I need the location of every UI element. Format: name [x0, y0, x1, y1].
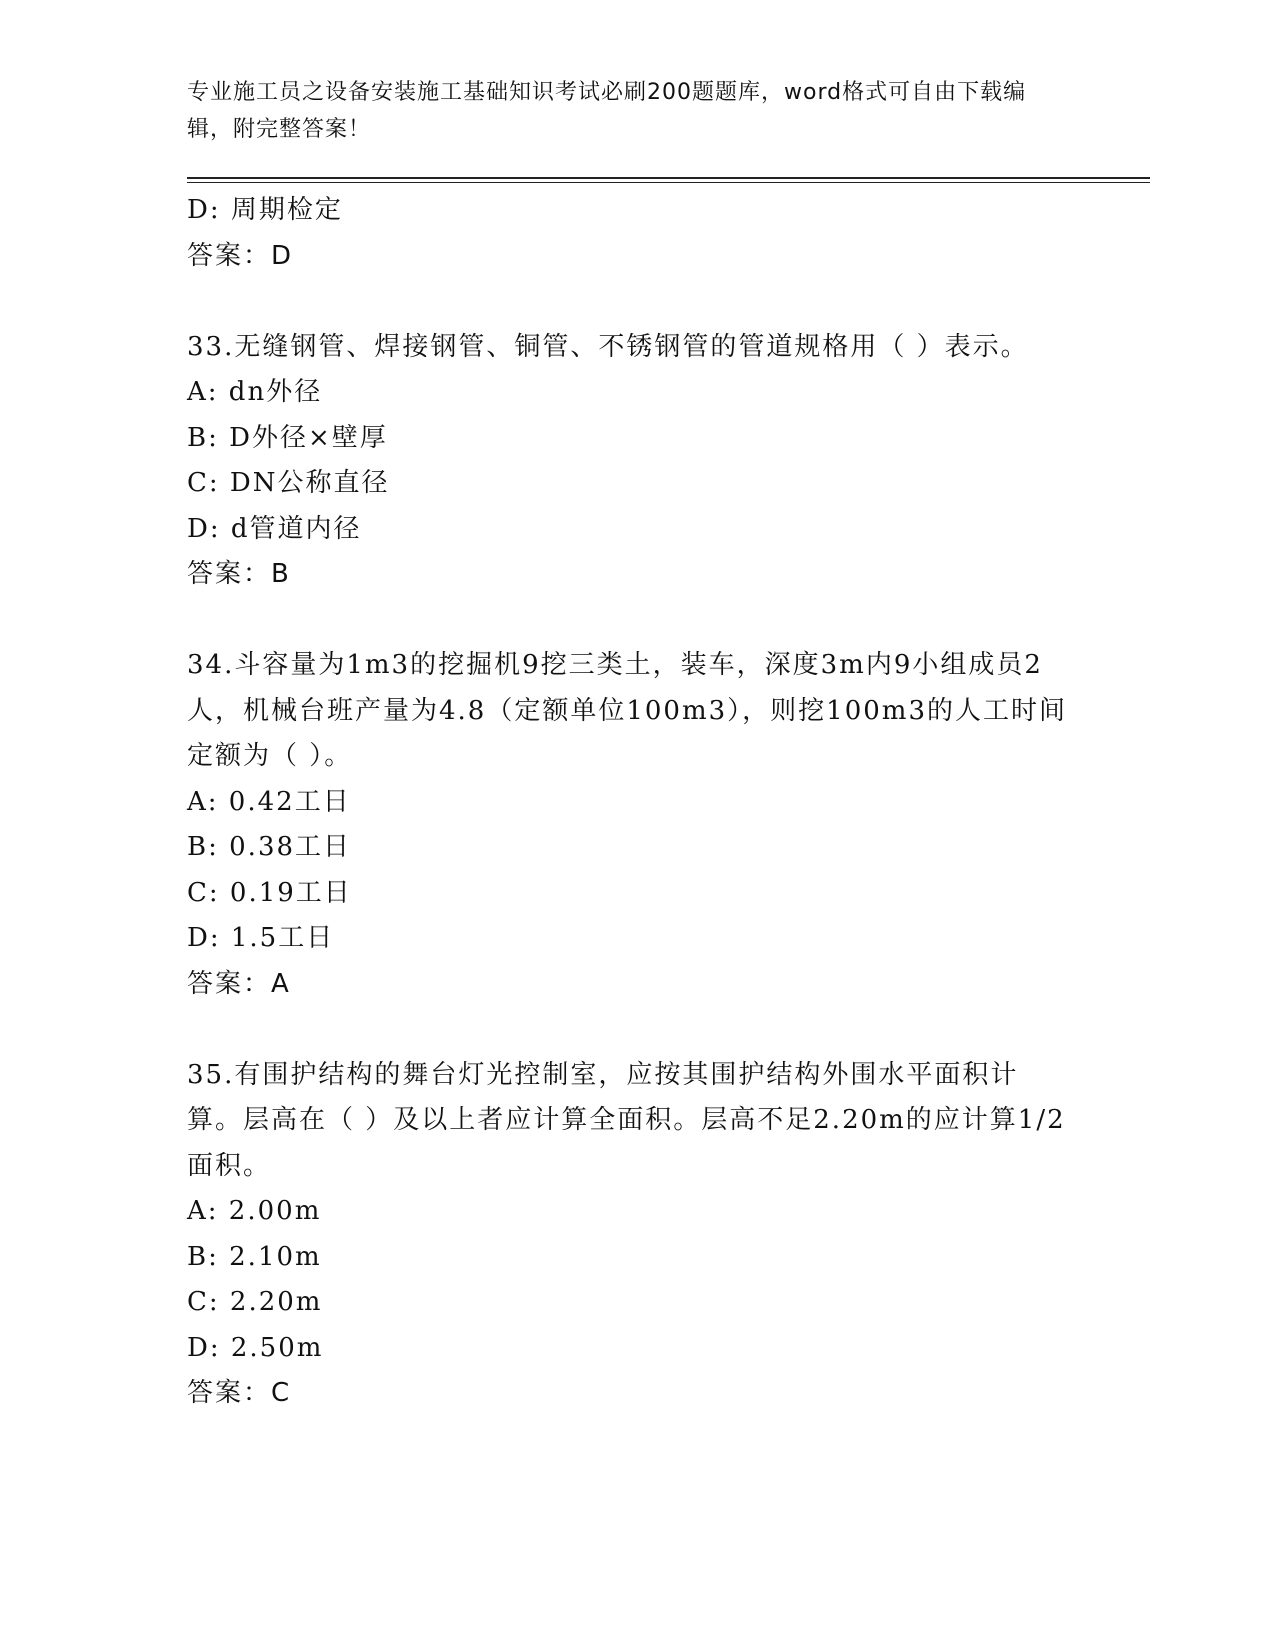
answer-line: 答案：C — [187, 1378, 292, 1408]
option-c: C: 2.20m — [187, 1287, 323, 1317]
option-b: B: 0.38工日 — [187, 832, 352, 862]
question-text: 35.有围护结构的舞台灯光控制室，应按其围护结构外围水平面积计算。层高在（ ）及以上者应计算全面积。层高不足2.20m的应计算1/2面积。 — [187, 1059, 1066, 1181]
option-d: D: d管道内径 — [187, 513, 362, 544]
header-divider — [187, 177, 1150, 179]
answer-line: 答案：A — [187, 968, 291, 999]
question-block — [187, 325, 1087, 598]
option-c: C: DN公称直径 — [187, 468, 390, 498]
option-b: B: D外径×壁厚 — [187, 422, 388, 453]
header-divider-thin — [187, 182, 1150, 183]
option-d: D: 1.5工日 — [187, 923, 335, 953]
question-text: 33.无缝钢管、焊接钢管、铜管、不锈钢管的管道规格用（ ）表示。 — [187, 331, 1029, 362]
page-header: 专业施工员之设备安装施工基础知识考试必刷200题题库，word格式可自由下载编辑，附完整答案！ — [187, 80, 1027, 142]
question-block — [187, 643, 1087, 1007]
option-a: A: 2.00m — [187, 1196, 322, 1226]
question-content — [187, 188, 1087, 1417]
option-b: B: 2.10m — [187, 1241, 322, 1272]
question-block — [187, 1053, 1087, 1417]
answer-line: 答案：D — [187, 240, 294, 271]
answer-line: 答案：B — [187, 559, 291, 589]
question-text: 34.斗容量为1m3的挖掘机9挖三类土，装车，深度3m内9小组成员2人，机械台班产量为4.8（定额单位100m3），则挖100m3的人工时间定额为（ ）。 — [187, 650, 1067, 771]
option-d: D: 周期检定 — [187, 195, 343, 225]
option-d: D: 2.50m — [187, 1332, 324, 1363]
option-a: A: dn外径 — [187, 377, 323, 407]
option-c: C: 0.19工日 — [187, 877, 352, 908]
option-a: A: 0.42工日 — [187, 786, 351, 817]
